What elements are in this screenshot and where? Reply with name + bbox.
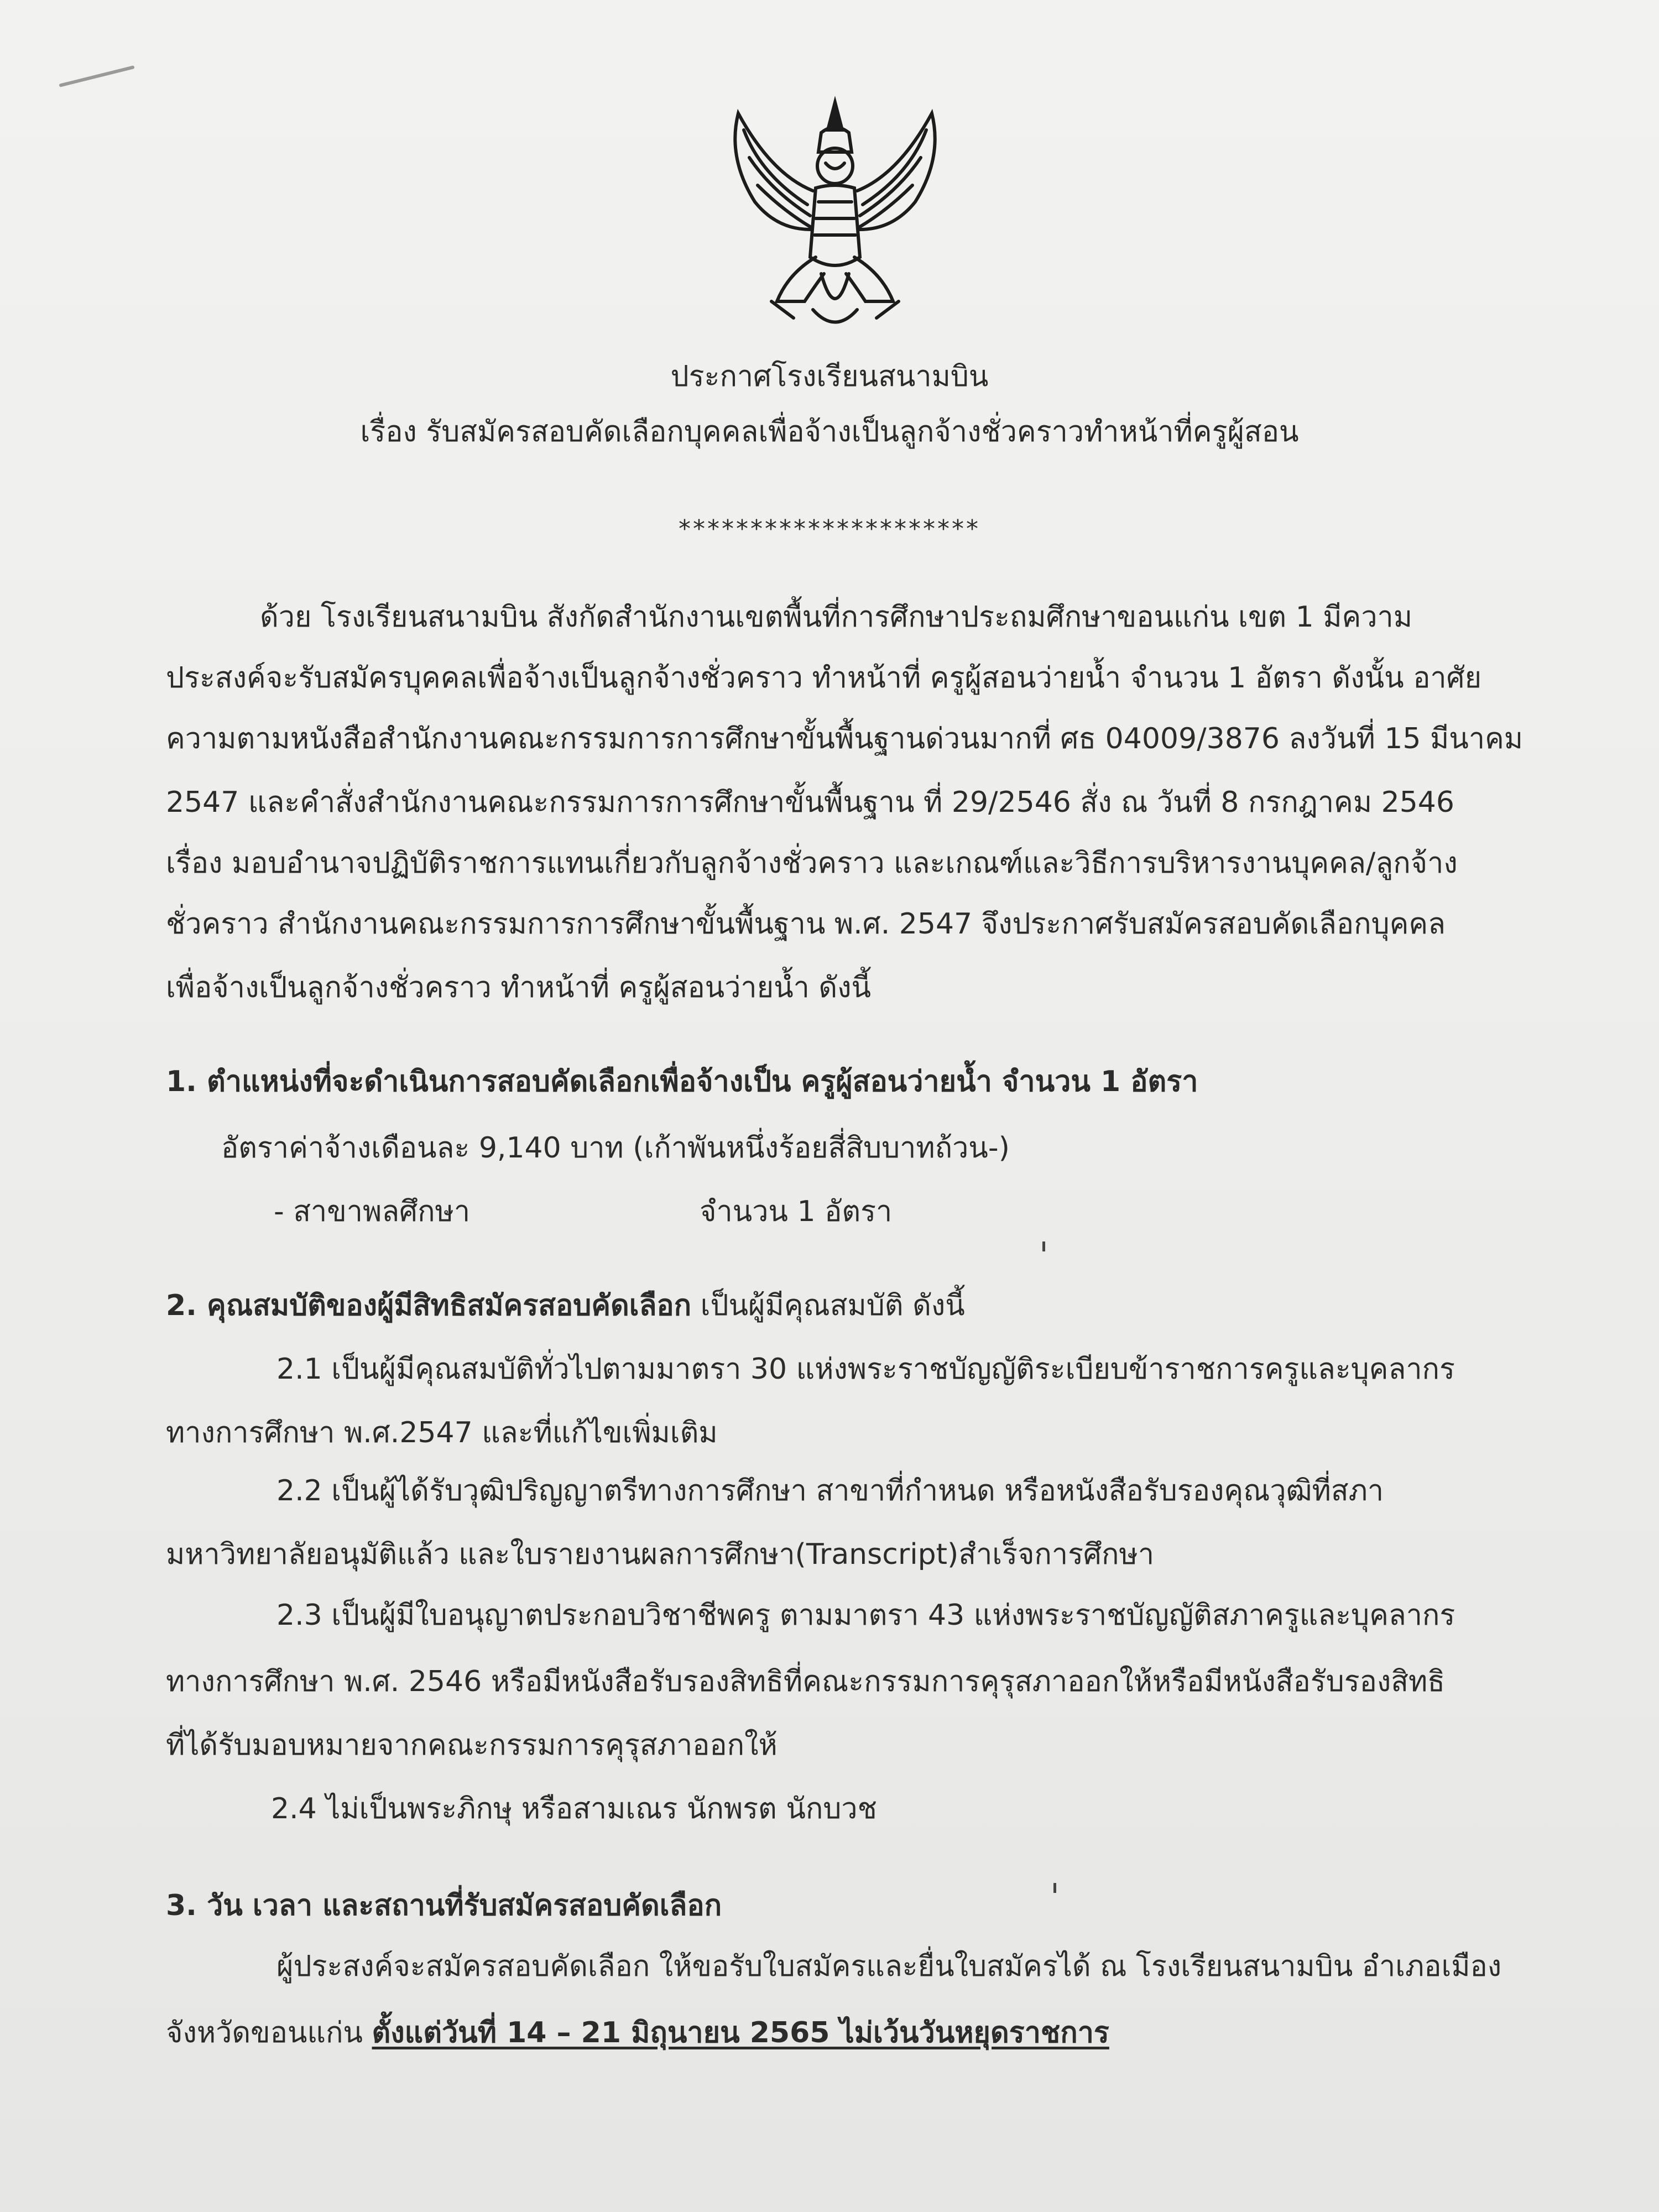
separator-stars: ********************* (679, 515, 980, 543)
qualification-line: 2.3 เป็นผู้มีใบอนุญาตประกอบวิชาชีพครู ตามมาตรา 43 แห่งพระราชบัญญัติสภาครูและบุคลากร (276, 1599, 1455, 1632)
staple-mark (59, 65, 134, 87)
section2-heading-rest: เป็นผู้มีคุณสมบัติ ดังนี้ (691, 1289, 965, 1322)
section1-wage: อัตราค่าจ้างเดือนละ 9,140 บาท (เก้าพันหนึ่งร้อยสี่สิบบาทถ้วน-) (221, 1131, 1010, 1165)
qualification-line: ทางการศึกษา พ.ศ.2547 และที่แก้ไขเพิ่มเติม (166, 1416, 718, 1449)
intro-line: ชั่วคราว สำนักงานคณะกรรมการการศึกษาขั้นพื้นฐาน พ.ศ. 2547 จึงประกาศรับสมัครสอบคัดเลือกบุคคล (166, 907, 1446, 941)
intro-line: ประสงค์จะรับสมัครบุคคลเพื่อจ้างเป็นลูกจ้างชั่วคราว ทำหน้าที่ ครูผู้สอนว่ายน้ำ จำนวน 1 อัตรา ดังนั้น อาศัย (166, 661, 1482, 695)
qualification-line: 2.2 เป็นผู้ได้รับวุฒิปริญญาตรีทางการศึกษา สาขาที่กำหนด หรือหนังสือรับรองคุณวุฒิที่สภา (276, 1474, 1384, 1507)
intro-line: เพื่อจ้างเป็นลูกจ้างชั่วคราว ทำหน้าที่ ครูผู้สอนว่ายน้ำ ดังนี้ (166, 971, 872, 1004)
garuda-emblem-icon (705, 91, 965, 340)
stray-mark (1042, 1241, 1045, 1251)
qualification-line: ที่ได้รับมอบหมายจากคณะกรรมการคุรุสภาออกให้ (166, 1729, 778, 1762)
section1-field: - สาขาพลศึกษา (274, 1195, 471, 1228)
section3-province: จังหวัดขอนแก่น (166, 2016, 372, 2049)
announcement-subject: เรื่อง รับสมัครสอบคัดเลือกบุคคลเพื่อจ้างเป็นลูกจ้างชั่วคราวทำหน้าที่ครูผู้สอน (360, 415, 1299, 448)
qualification-line: 2.4 ไม่เป็นพระภิกษุ หรือสามเณร นักพรต นักบวช (271, 1792, 877, 1825)
section2-heading-bold: 2. คุณสมบัติของผู้มีสิทธิสมัครสอบคัดเลือก (166, 1289, 692, 1322)
intro-line: เรื่อง มอบอำนาจปฏิบัติราชการแทนเกี่ยวกับลูกจ้างชั่วคราว และเกณฑ์และวิธีการบริหารงานบุคคล/ลูกจ้าง (166, 847, 1458, 880)
section1-count: จำนวน 1 อัตรา (700, 1195, 893, 1228)
section2-heading (166, 1291, 965, 1320)
intro-line: 2547 และคำสั่งสำนักงานคณะกรรมการการศึกษาขั้นพื้นฐาน ที่ 29/2546 สั่ง ณ วันที่ 8 กรกฎาคม 2546 (166, 786, 1454, 819)
announcement-title: ประกาศโรงเรียนสนามบิน (670, 360, 989, 393)
section1-heading: 1. ตำแหน่งที่จะดำเนินการสอบคัดเลือกเพื่อจ้างเป็น ครูผู้สอนว่ายน้ำ จำนวน 1 อัตรา (166, 1065, 1198, 1098)
stray-mark (1053, 1883, 1056, 1893)
application-dates: ตั้งแต่วันที่ 14 – 21 มิถุนายน 2565 ไม่เว้นวันหยุดราชการ (372, 2016, 1109, 2049)
section3-line: ผู้ประสงค์จะสมัครสอบคัดเลือก ให้ขอรับใบสมัครและยื่นใบสมัครได้ ณ โรงเรียนสนามบิน อำเภอเมือง (276, 1950, 1502, 1983)
section3-line (166, 2018, 1109, 2047)
qualification-line: มหาวิทยาลัยอนุมัติแล้ว และใบรายงานผลการศึกษา(Transcript)สำเร็จการศึกษา (166, 1538, 1155, 1571)
intro-line: ความตามหนังสือสำนักงานคณะกรรมการการศึกษาขั้นพื้นฐานด่วนมากที่ ศธ 04009/3876 ลงวันที่ 15 มีนาคม (166, 722, 1524, 755)
intro-line: ด้วย โรงเรียนสนามบิน สังกัดสำนักงานเขตพื้นที่การศึกษาประถมศึกษาขอนแก่น เขต 1 มีความ (260, 601, 1413, 634)
section3-heading: 3. วัน เวลา และสถานที่รับสมัครสอบคัดเลือก (166, 1889, 722, 1922)
qualification-line: 2.1 เป็นผู้มีคุณสมบัติทั่วไปตามมาตรา 30 แห่งพระราชบัญญัติระเบียบข้าราชการครูและบุคลากร (276, 1353, 1455, 1386)
qualification-line: ทางการศึกษา พ.ศ. 2546 หรือมีหนังสือรับรองสิทธิที่คณะกรรมการคุรุสภาออกให้หรือมีหนังสือรับรองสิทธิ (166, 1665, 1446, 1698)
